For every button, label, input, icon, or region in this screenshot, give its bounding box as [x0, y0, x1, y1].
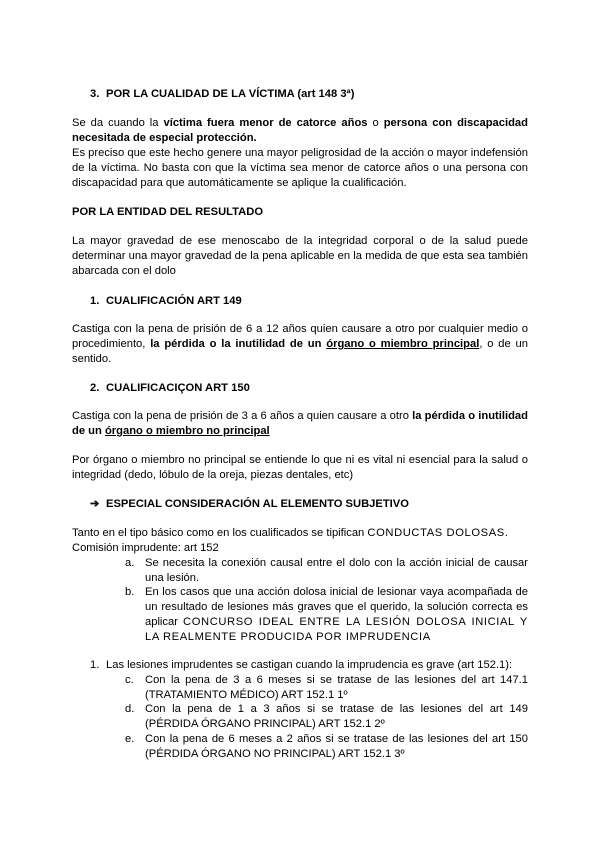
comision-imprudente-line: Comisión imprudente: art 152	[72, 542, 219, 554]
list-item-a	[125, 556, 528, 586]
imprudentes-intro	[90, 658, 546, 673]
list-letter: c.	[125, 674, 134, 686]
bold-run: la pérdida o la inutilidad de un	[150, 338, 327, 350]
cualificacion-150-heading	[90, 381, 546, 396]
list-text: Con la pena de 1 a 3 años si se tratase de las lesiones del art 149 (PÉRDIDA ÓRGANO PRINCIPAL) ART 152.1 2º	[145, 703, 528, 730]
bold-run: persona con discapacidad necesitada de especial protección.	[72, 117, 528, 144]
text-run: Castiga con la pena de prisión de 6 a 12 años quien causare a otro por cualquier medio o procedimiento,	[72, 323, 528, 350]
list-text: En los casos que una acción dolosa inicial de lesionar vaya acompañada de un resultado de lesiones más graves que el querido, la solución correcta es aplicar	[145, 586, 528, 628]
intro-text: Las lesiones imprudentes se castigan cuando la imprudencia es grave (art 152.1):	[106, 659, 513, 671]
arrow-icon: ➔	[90, 498, 100, 510]
entidad-paragraph: La mayor gravedad de ese menoscabo de la integridad corporal o de la salud puede determinar una mayor gravedad de la pena aplicable en la medida de que esta sea también abarcada con el dolo	[72, 235, 528, 277]
heading-text: CUALIFICACIÇON ART 150	[106, 382, 250, 394]
list-letter: b.	[125, 586, 135, 598]
list-text: Con la pena de 6 meses a 2 años si se tratase de las lesiones del art 150 (PÉRDIDA ÓRGANO NO PRINCIPAL) ART 152.1 3º	[145, 733, 528, 760]
bold-underline-run: órgano o miembro no principal	[104, 425, 270, 437]
list-number: 2.	[90, 382, 100, 394]
subjetivo-heading	[90, 497, 546, 512]
list-number: 1.	[90, 659, 100, 671]
text-run: , o de un sentido.	[72, 338, 528, 365]
list-letter: a.	[125, 557, 135, 569]
list-item-d	[125, 702, 528, 732]
caps-run: CONCURSO IDEAL ENTRE LA LESIÓN DOLOSA INICIAL Y LA REALMENTE PRODUCIDA POR IMPRUDENCIA	[145, 616, 528, 643]
list-text: Se necesita la conexión causal entre el dolo con la acción inicial de causar una lesión.	[145, 557, 528, 584]
list-item-c	[125, 673, 528, 703]
text-run: o	[367, 117, 384, 129]
entidad-heading: POR LA ENTIDAD DEL RESULTADO	[72, 206, 264, 218]
section-3-paragraph-1	[72, 116, 528, 146]
organo-no-principal-paragraph: Por órgano o miembro no principal se entiende lo que ni es vital ni esencial para la salud o integridad (dedo, lóbulo de la oreja, piezas dentales, etc)	[72, 454, 528, 481]
text-run: Se da cuando la	[72, 117, 164, 129]
list-letter: d.	[125, 703, 135, 715]
subjetivo-paragraph	[72, 526, 528, 541]
section-3-number: 3.	[90, 88, 100, 100]
heading-text: ESPECIAL CONSIDERACIÓN AL ELEMENTO SUBJETIVO	[106, 498, 409, 510]
section-3-heading	[90, 87, 546, 102]
list-item-e	[125, 732, 528, 762]
cualificacion-149-heading	[90, 294, 546, 309]
text-run: Tanto en el tipo básico como en los cualificados se tipifican	[72, 527, 368, 539]
list-letter: e.	[125, 733, 135, 745]
list-item-b	[125, 585, 528, 645]
list-number: 1.	[90, 295, 100, 307]
list-text: Con la pena de 3 a 6 meses si se tratase de las lesiones del art 147.1 (TRATAMIENTO MÉDICO) ART 152.1 1º	[145, 674, 528, 701]
caps-run: CONDUCTAS DOLOSAS.	[367, 527, 509, 539]
section-3-paragraph-2: Es preciso que este hecho genere una mayor peligrosidad de la acción o mayor indefensión de la víctima. No basta con que la víctima sea menor de catorce años o una persona con discapacidad para que automáticamente se aplique la cualificación.	[72, 147, 528, 189]
text-run: Castiga con la pena de prisión de 3 a 6 años a quien causare a otro	[72, 410, 413, 422]
section-3-title: POR LA CUALIDAD DE LA VÍCTIMA (art 148 3ª)	[106, 88, 355, 100]
heading-text: CUALIFICACIÓN ART 149	[106, 295, 242, 307]
bold-run: víctima fuera menor de catorce años	[163, 117, 368, 129]
bold-run: la pérdida o inutilidad de un	[72, 410, 528, 437]
cualificacion-149-paragraph	[72, 322, 528, 367]
bold-underline-run: órgano o miembro principal	[326, 338, 480, 350]
cualificacion-150-paragraph	[72, 409, 528, 439]
